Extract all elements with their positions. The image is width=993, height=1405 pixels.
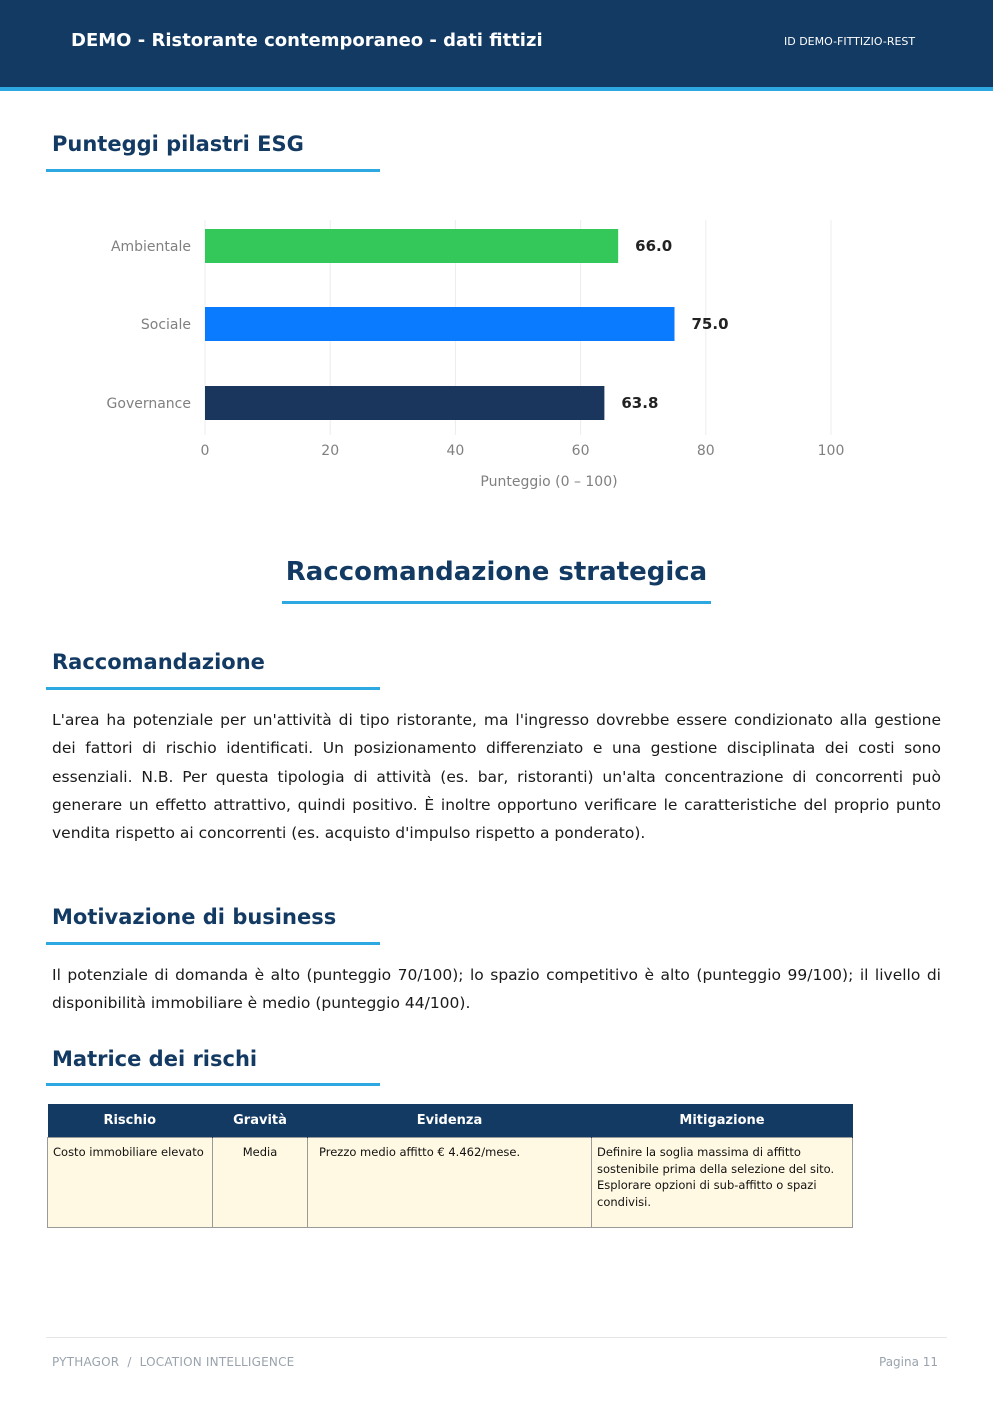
cell-gravita: Media xyxy=(213,1138,308,1228)
risk-heading: Matrice dei rischi xyxy=(52,1047,258,1071)
strategy-title-rule xyxy=(282,601,711,604)
risk-heading-rule xyxy=(46,1083,380,1086)
page-header xyxy=(0,0,993,91)
table-row xyxy=(48,1138,853,1228)
cell-mitigazione: Definire la soglia massima di affitto sostenibile prima della selezione del sito. Esplorare opzioni di sub-affitto o spazi condivisi. xyxy=(592,1138,853,1228)
business-heading: Motivazione di business xyxy=(52,905,337,929)
x-tick-label: 40 xyxy=(446,443,465,459)
strategy-title: Raccomandazione strategica xyxy=(285,557,708,587)
cell-rischio: Costo immobiliare elevato xyxy=(48,1138,213,1228)
bar-governance xyxy=(205,386,604,420)
bar-value-label: 75.0 xyxy=(691,315,729,333)
table-header-row xyxy=(48,1104,853,1138)
x-tick-label: 100 xyxy=(817,443,845,459)
cell-evidenza: Prezzo medio affitto € 4.462/mese. xyxy=(308,1138,592,1228)
esg-chart xyxy=(0,180,993,520)
y-tick-label: Sociale xyxy=(140,317,191,333)
bar-sociale xyxy=(205,307,675,341)
y-tick-label: Governance xyxy=(106,396,191,412)
column-header-mitigazione: Mitigazione xyxy=(592,1104,853,1138)
bar-value-label: 66.0 xyxy=(635,237,673,255)
recommendation-text: L'area ha potenziale per un'attività di tipo ristorante, ma l'ingresso dovrebbe essere condizionato alla gestione dei fattori di rischio identificati. Un posizionamento differenziato e una gestione disciplinata dei costi sono essenziali. N.B. Per questa tipologia di attività (es. bar, ristoranti) un'alta concentrazione di concorrenti può generare un effetto attrattivo, quindi positivo. È inoltre opportuno verificare le caratteristiche del proprio punto vendita rispetto ai concorrenti (es. acquisto d'impulso rispetto a ponderato). xyxy=(52,711,941,843)
recommendation-heading: Raccomandazione xyxy=(52,650,265,674)
column-header-rischio: Rischio xyxy=(48,1104,213,1138)
x-tick-label: 0 xyxy=(200,443,210,459)
recommendation-heading-rule xyxy=(46,687,380,690)
x-tick-label: 80 xyxy=(696,443,715,459)
bar-value-label: 63.8 xyxy=(621,394,659,412)
x-tick-label: 60 xyxy=(571,443,590,459)
page-number: Pagina 11 xyxy=(879,1355,939,1369)
x-axis-label: Punteggio (0 – 100) xyxy=(480,474,618,490)
risk-matrix-table xyxy=(47,1104,853,1228)
esg-heading-rule xyxy=(46,169,380,172)
business-heading-rule xyxy=(46,942,380,945)
x-tick-label: 20 xyxy=(321,443,340,459)
business-text: Il potenziale di domanda è alto (punteggio 70/100); lo spazio competitivo è alto (punteggio 99/100); il livello di disponibilità immobiliare è medio (punteggio 44/100). xyxy=(52,966,941,1013)
bar-ambientale xyxy=(205,229,618,263)
footer-divider xyxy=(46,1337,947,1338)
document-id: ID DEMO-FITTIZIO-REST xyxy=(784,35,916,48)
y-tick-label: Ambientale xyxy=(110,239,191,255)
esg-heading: Punteggi pilastri ESG xyxy=(52,132,304,156)
document-title: DEMO - Ristorante contemporaneo - dati fittizi xyxy=(71,30,543,51)
footer-brand: PYTHAGOR / LOCATION INTELLIGENCE xyxy=(52,1355,295,1369)
column-header-evidenza: Evidenza xyxy=(308,1104,592,1138)
esg-bar-chart xyxy=(0,180,993,520)
column-header-gravita: Gravità xyxy=(213,1104,308,1138)
